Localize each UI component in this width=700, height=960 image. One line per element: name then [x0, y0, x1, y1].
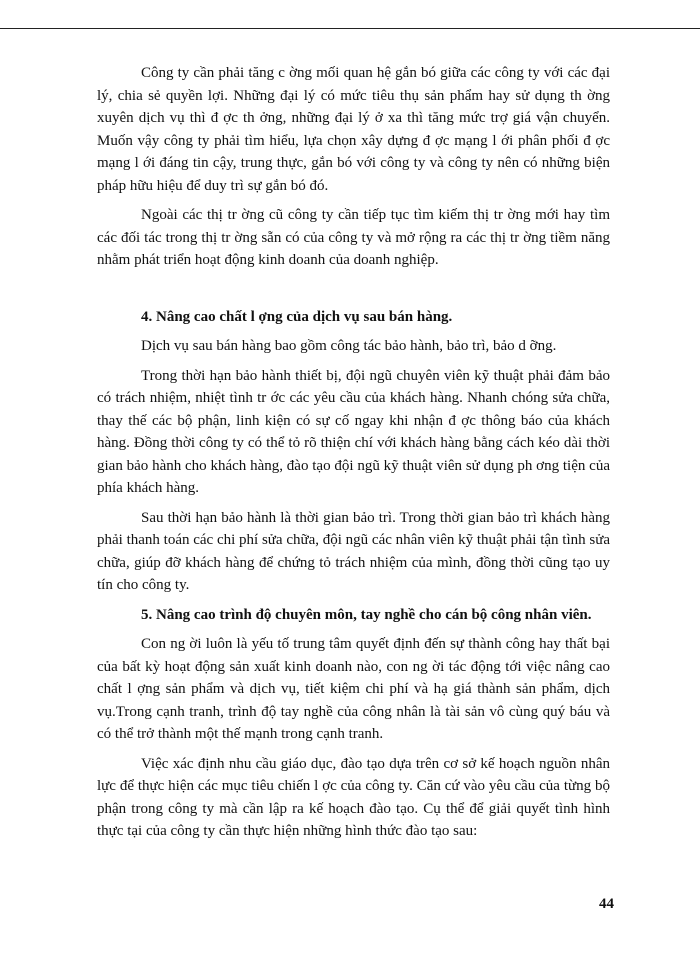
page-number: 44	[599, 896, 614, 912]
paragraph-human-factor: Con ng ời luôn là yếu tố trung tâm quyết định đến sự thành công hay thất bại của bất kỳ hoạt động sản xuất kinh doanh nào, con ng ời tác động tới việc nâng cao chất l ợng sản phẩm và dịch vụ, tiết kiệm chi phí và hạ giá thành sản phẩm, dịch vụ.Trong cạnh tranh, trình độ tay nghề của công nhân là tài sản vô cùng quý báu và có thể trở thành một thế mạnh trong cạnh tranh.	[97, 636, 610, 742]
paragraph-after-sales-intro: Dịch vụ sau bán hàng bao gồm công tác bảo hành, bảo trì, bảo d ỡng.	[141, 338, 557, 354]
section-heading-4: 4. Nâng cao chất l ợng của dịch vụ sau bán hàng.	[141, 308, 453, 325]
paragraph-dealer-relations: Công ty cần phải tăng c ờng mối quan hệ gắn bó giữa các công ty với các đại lý, chia sẻ quyền lợi. Những đại lý có mức tiêu thụ sản phẩm hay sử dụng th ờng xuyên dịch vụ thì đ ợc th ởng, những đại lý ở xa thì tăng mức trợ giá vận chuyển. Muốn vậy công ty phải tìm hiểu, lựa chọn xây dựng đ ợc mạng l ới phân phối đ ợc mạng l ới đáng tin cậy, trung thực, gắn bó với công ty và công ty nên có những biện pháp hữu hiệu để duy trì sự gắn bó đó.	[97, 65, 610, 194]
header-rule	[0, 28, 700, 29]
page-body	[97, 62, 610, 843]
paragraph-maintenance: Sau thời hạn bảo hành là thời gian bảo trì. Trong thời gian bảo trì khách hàng phải thanh toán các chi phí sửa chữa, đội ngũ các nhân viên kỹ thuật phải tận tình sửa chữa, giúp đỡ khách hàng để chứng tỏ trách nhiệm của mình, đồng thời cũng tạo uy tín cho công ty.	[97, 509, 610, 593]
paragraph-warranty: Trong thời hạn bảo hành thiết bị, đội ngũ chuyên viên kỹ thuật phải đảm bảo có trách nhiệm, nhiệt tình tr ớc các yêu cầu của khách hàng. Nhanh chóng sửa chữa, thay thế các bộ phận, linh kiện có sự cố ngay khi nhận đ ợc thông báo của khách hàng. Đồng thời công ty có thể tỏ rõ thiện chí với khách hàng bằng cách kéo dài thời gian bảo hành cho khách hàng, đào tạo đội ngũ kỹ thuật viên sử dụng ph ơng tiện của phía khách hàng.	[97, 367, 610, 496]
paragraph-new-markets: Ngoài các thị tr ờng cũ công ty cần tiếp tục tìm kiếm thị tr ờng mới hay tìm các đối tác trong thị tr ờng sẵn có của công ty và mở rộng ra các thị tr ờng tiềm năng nhằm phát triển hoạt động kinh doanh của doanh nghiệp.	[97, 207, 610, 268]
section-heading-5: 5. Nâng cao trình độ chuyên môn, tay nghề cho cán bộ công nhân viên.	[141, 606, 592, 623]
paragraph-training-plan: Việc xác định nhu cầu giáo dục, đào tạo dựa trên cơ sở kế hoạch nguồn nhân lực để thực hiện các mục tiêu chiến l ợc của công ty. Căn cứ vào yêu cầu của từng bộ phận trong công ty mà cần lập ra kế hoạch đào tạo. Cụ thể để giải quyết tình hình thực tại của công ty cần thực hiện những hình thức đào tạo sau:	[97, 755, 610, 839]
